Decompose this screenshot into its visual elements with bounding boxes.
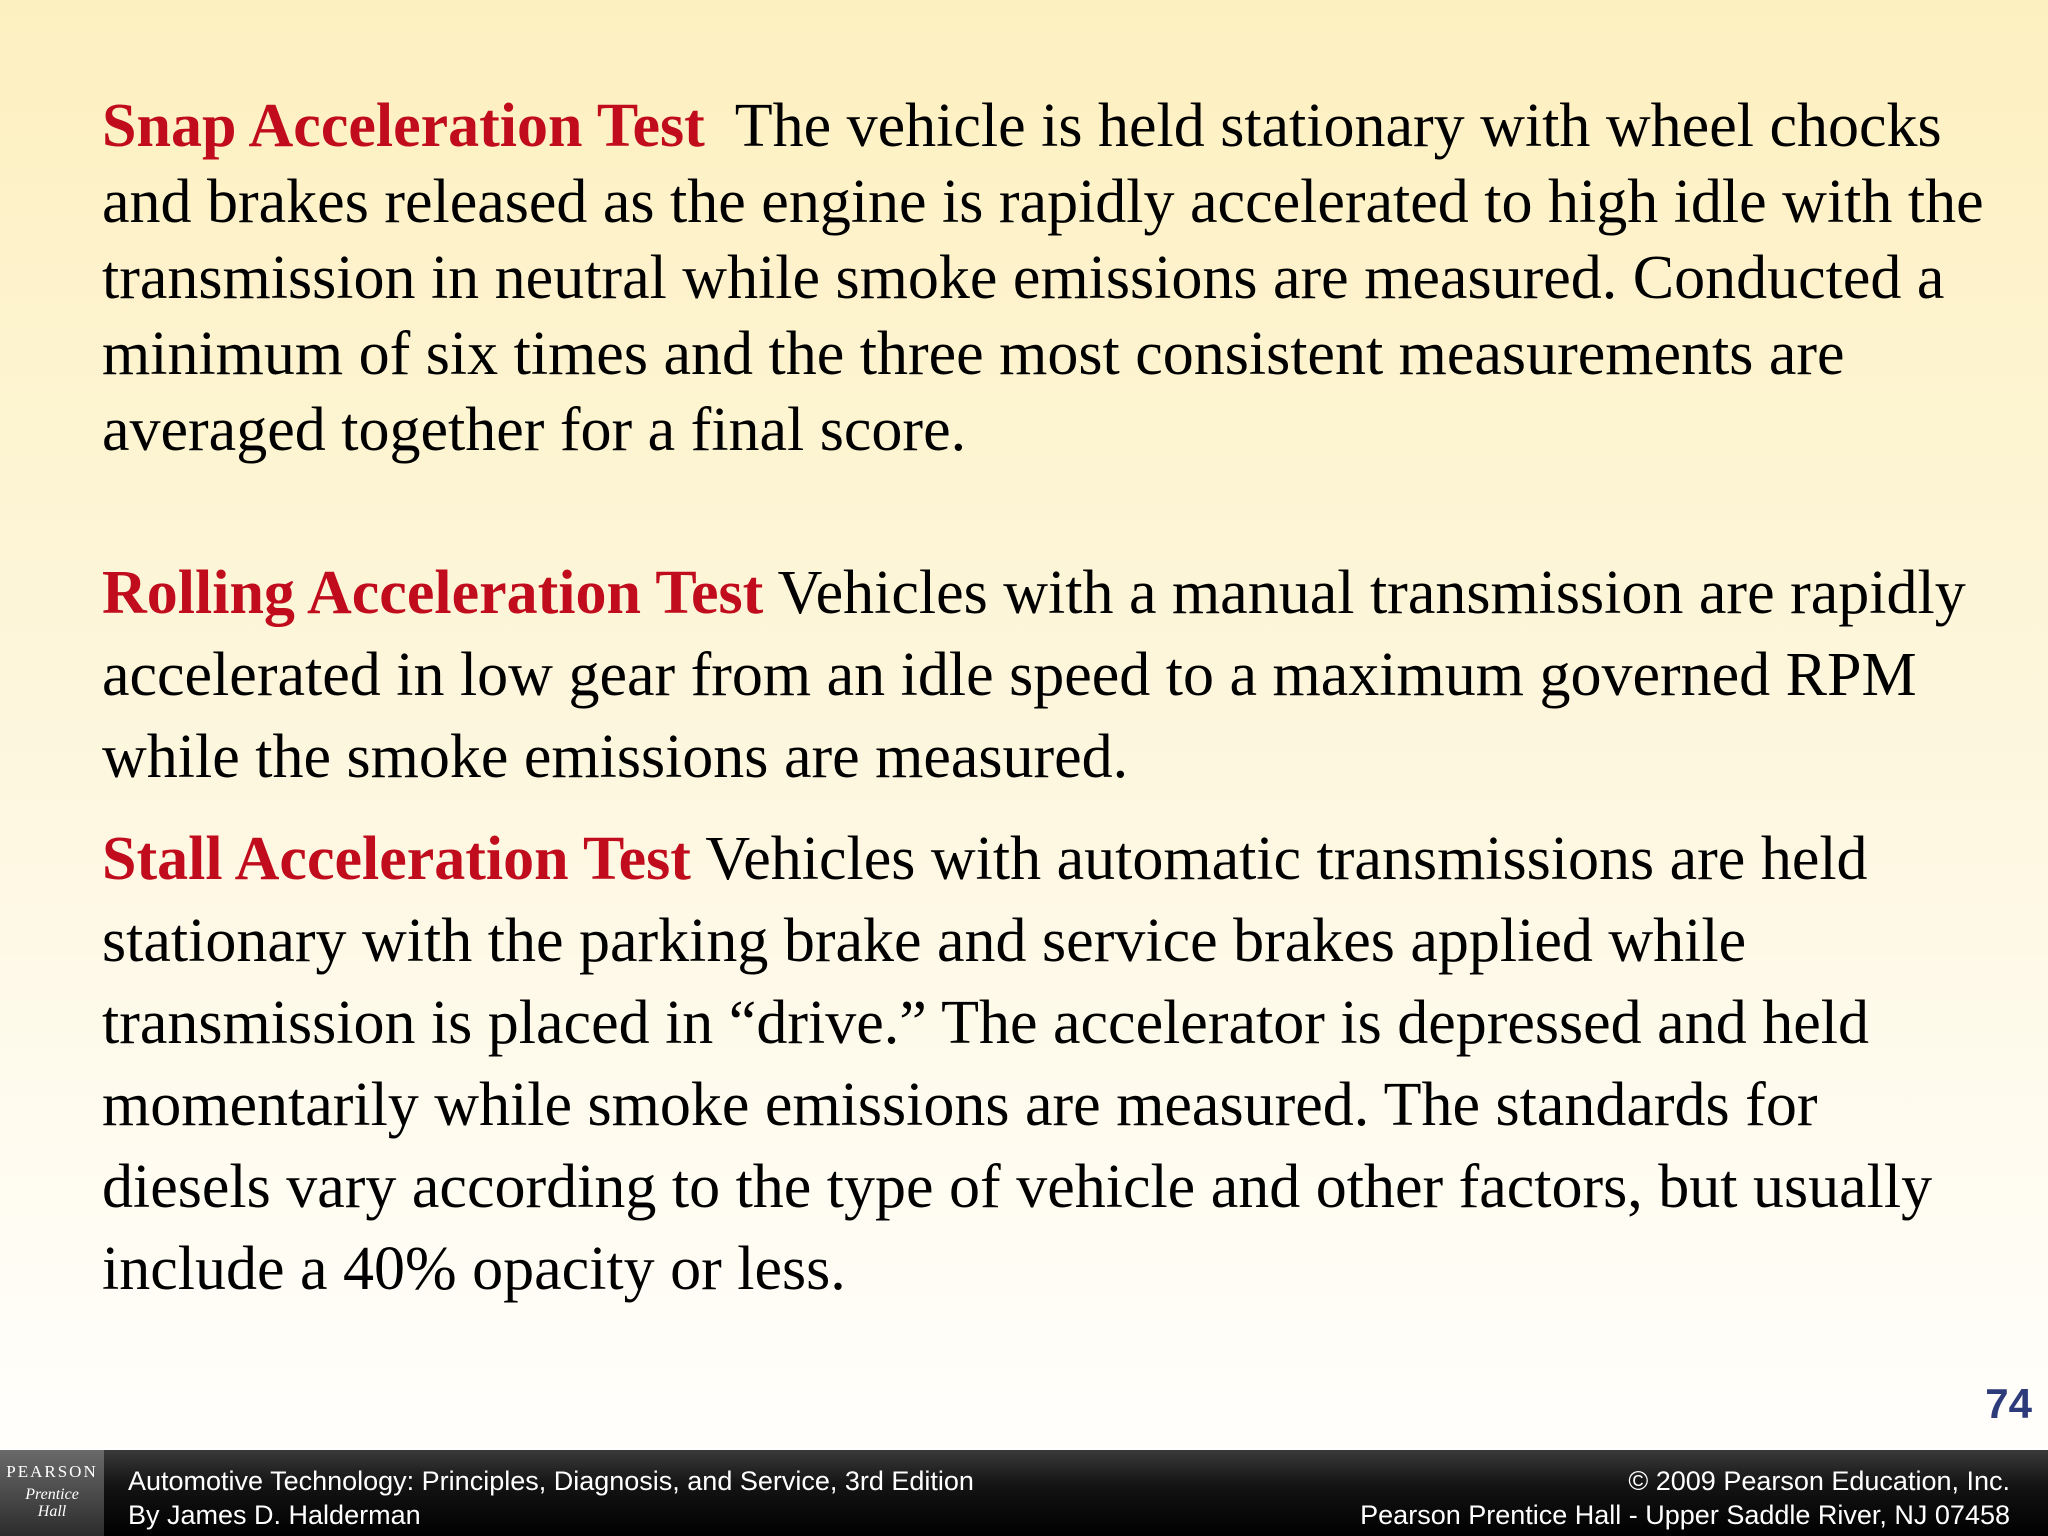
pearson-prentice-hall-logo bbox=[0, 1450, 104, 1536]
slide-content bbox=[102, 88, 2000, 1310]
footer-bar bbox=[0, 1450, 2048, 1536]
logo-sub-text-2: Hall bbox=[37, 1503, 67, 1520]
snap-acceleration-text: The vehicle is held stationary with wheel chocks and brakes released as the engine is rapidly accelerated to high idle with the transmission in neutral while smoke emissions are measured. Conducted a minimum of six times and the three most consistent measurements are averaged together for a final score. bbox=[102, 92, 2000, 464]
footer-publisher-address: Pearson Prentice Hall - Upper Saddle River, NJ 07458 bbox=[1360, 1500, 2010, 1530]
page-number: 74 bbox=[1985, 1380, 2032, 1427]
stall-acceleration-paragraph bbox=[102, 818, 1992, 1310]
rolling-acceleration-paragraph bbox=[102, 552, 1992, 798]
footer-copyright: © 2009 Pearson Education, Inc. bbox=[1628, 1466, 2010, 1496]
stall-acceleration-text: Vehicles with automatic transmissions are held stationary with the parking brake and service brakes applied while transmission is placed in “drive.” The accelerator is depressed and held momentarily while smoke emissions are measured. The standards for diesels vary according to the type of vehicle and other factors, but usually include a 40% opacity or less. bbox=[102, 825, 1933, 1303]
rolling-acceleration-term: Rolling Acceleration Test bbox=[102, 559, 764, 627]
footer-book-title: Automotive Technology: Principles, Diagnosis, and Service, 3rd Edition bbox=[128, 1466, 974, 1496]
footer-author: By James D. Halderman bbox=[128, 1500, 421, 1530]
stall-acceleration-term: Stall Acceleration Test bbox=[102, 825, 691, 893]
footer-book-info bbox=[128, 1464, 974, 1532]
logo-brand-text: PEARSON bbox=[6, 1462, 98, 1481]
snap-acceleration-term: Snap Acceleration Test bbox=[102, 92, 705, 160]
logo-sub-text-1: Prentice bbox=[25, 1486, 79, 1503]
footer-copyright-info bbox=[1360, 1464, 2010, 1532]
rolling-acceleration-text: Vehicles with a manual transmission are rapidly accelerated in low gear from an idle speed to a maximum governed RPM while the smoke emissions are measured. bbox=[102, 559, 1966, 791]
snap-acceleration-paragraph bbox=[102, 88, 2000, 468]
